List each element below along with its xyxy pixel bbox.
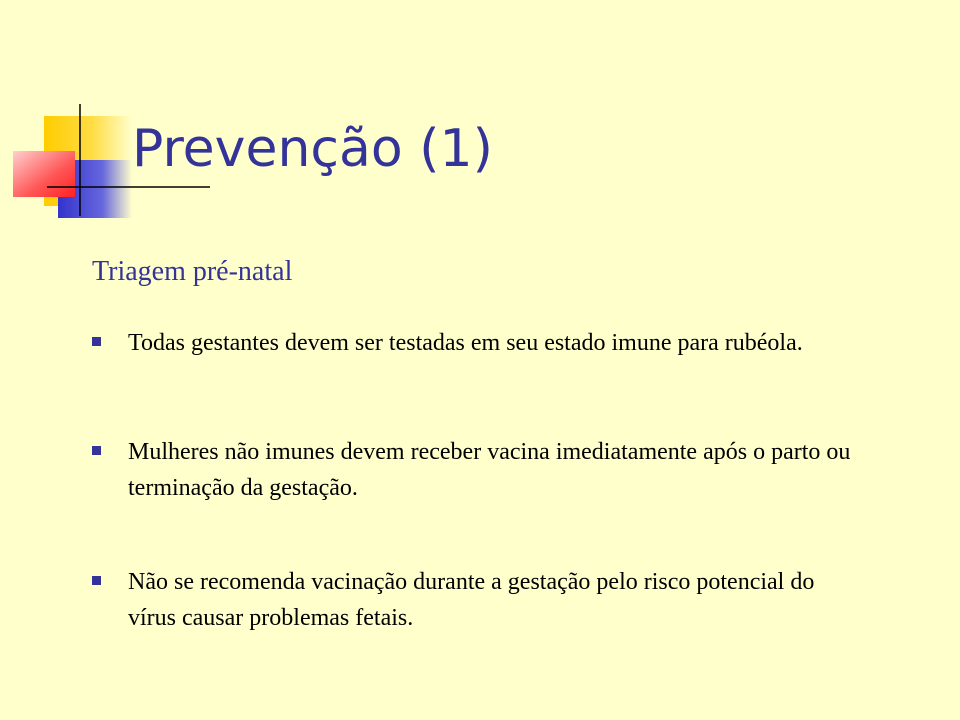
- slide-title: Prevenção (1): [132, 119, 493, 179]
- square-bullet-icon: [92, 337, 101, 346]
- bullet-text: Não se recomenda vacinação durante a gestação pelo risco potencial do vírus causar problemas fetais.: [128, 569, 815, 631]
- bullet-text: Todas gestantes devem ser testadas em seu estado imune para rubéola.: [128, 330, 803, 356]
- bullet-list: [92, 0, 872, 720]
- red-square: [13, 151, 75, 197]
- slide-subtitle: Triagem pré-natal: [92, 256, 293, 287]
- square-bullet-icon: [92, 576, 101, 585]
- bullet-text: Mulheres não imunes devem receber vacina imediatamente após o parto ou terminação da gestação.: [128, 439, 851, 501]
- square-bullet-icon: [92, 446, 101, 455]
